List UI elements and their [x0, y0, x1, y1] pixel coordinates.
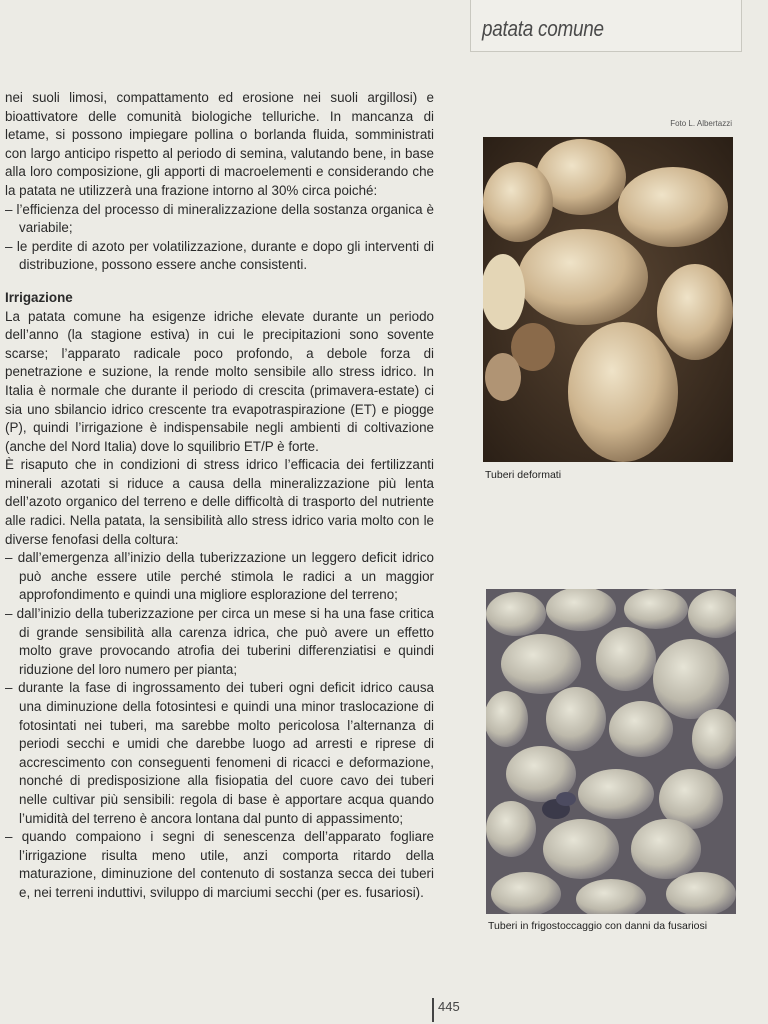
list-item: – quando compaiono i segni di senescenza dell’apparato fogliare l’irrigazione risulta meno utile, anzi comporta ritardo della maturazione, diminuzione del contenuto di sostanza secca dei tuberi e, nei terreni induttivi, sviluppo di marciumi secchi (per es. fusariosi). — [5, 828, 434, 902]
list-item: – le perdite di azoto per volatilizzazione, durante e dopo gli interventi di distribuzione, possono essere anche consistenti. — [5, 238, 434, 275]
intro-paragraph: nei suoli limosi, compattamento ed erosione nei suoli argillosi) e bioattivatore delle comunità biologiche telluriche. In mancanza di letame, si possono impiegare pollina o borlanda fluida, somministrati con largo anticipo rispetto al periodo di semina, valutando bene, in base alla loro composizione, gli apporti di macroelementi e considerando che la patata ne utilizzerà una frazione intorno al 30% circa poiché: — [5, 90, 434, 198]
list-item: – durante la fase di ingrossamento dei tuberi ogni deficit idrico causa una diminuzione della fotosintesi e quindi una minor traslocazione di fotosintati nei tuberi, ma sarebbe molto pericolosa l’alternanza di periodi secchi e umidi che darebbe luogo ad arresti e riprese di accrescimento con conseguenti fenomeni di ricacci e deformazione, nonché di predisposizione alla fisiopatia del cuore cavo dei tuberi nelle cultivar più sensibili: regola di base è apportare acqua quando l’umidità del terreno è ancora lontana dal punto di appassimento; — [5, 679, 434, 828]
list-item: – dall’inizio della tuberizzazione per circa un mese si ha una fase critica di grande sensibilità alla carenza idrica, che può avere un effetto molto grave provocando atrofia dei tuberini differenziatisi e quindi riduzione del loro numero per pianta; — [5, 605, 434, 679]
list-item: – l’efficienza del processo di mineralizzazione della sostanza organica è variabile; — [5, 201, 434, 238]
photo-credit: Foto L. Albertazzi — [670, 119, 732, 128]
caption-stored-tubers: Tuberi in frigostoccaggio con danni da fusariosi — [488, 920, 708, 932]
intro-list — [5, 201, 434, 275]
list-item: – dall’emergenza all’inizio della tuberizzazione un leggero deficit idrico può anche essere utile perché stimola le radici a un maggior approfondimento e quindi una migliore esplorazione del terreno; — [5, 549, 434, 605]
phases-list — [5, 549, 434, 902]
running-header-title: patata comune — [482, 16, 604, 41]
photo-deformed-tubers — [483, 137, 733, 462]
irrigation-paragraph-2: È risaputo che in condizioni di stress idrico l’efficacia dei fertilizzanti minerali azotati si riduce a causa della mineralizzazione più lenta dell’azoto organico del terreno e delle difficoltà di trasporto del nutriente alle radici. Nella patata, la sensibilità allo stress idrico varia molto con le diverse fenofasi della coltura: — [5, 457, 434, 547]
stored-potatoes-illustration — [486, 589, 736, 914]
page-number: 445 — [432, 998, 460, 1022]
photo-stored-tubers — [486, 589, 736, 914]
caption-deformed-tubers: Tuberi deformati — [485, 469, 562, 481]
potato-photo-illustration — [483, 137, 733, 462]
irrigation-paragraph-1: La patata comune ha esigenze idriche elevate durante un periodo dell’anno (la stagione estiva) in cui le precipitazioni sono sovente scarse; l’apparato radicale poco profondo, a debole forza di penetrazione e suzione, la rende molto sensibile allo stress idrico. In Italia è normale che durante il periodo di crescita (primavera-estate) ci sia uno sbilancio idrico crescente tra evapotraspirazione (ET) e piogge (P), quindi l’irrigazione è indispensabile negli ambienti di coltivazione (anche del Nord Italia) dove lo squilibrio ET/P è forte. — [5, 308, 434, 454]
main-text-column — [5, 89, 434, 903]
section-heading: Irrigazione — [5, 289, 73, 305]
